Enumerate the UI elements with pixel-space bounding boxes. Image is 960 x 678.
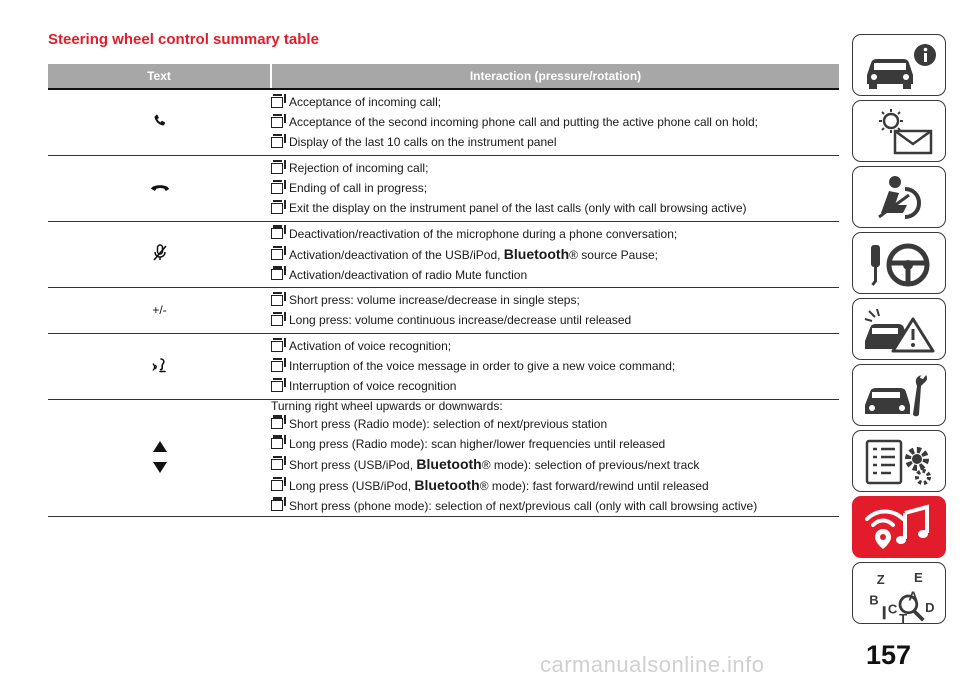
list-item: [271, 496, 839, 516]
chapter-sidebar: [852, 34, 948, 628]
interaction-cell: [271, 221, 839, 287]
list-item: [271, 132, 839, 152]
page-number: 157: [866, 640, 912, 670]
chapter-tab-alphabetical-index[interactable]: [852, 562, 946, 624]
up-down-arrows-icon: [48, 441, 271, 475]
table-row: [48, 221, 839, 287]
list-item: [271, 178, 839, 198]
control-cell: [48, 399, 271, 516]
list-item: [271, 414, 839, 434]
control-label: +/-: [152, 303, 167, 317]
brand-name: Bluetooth: [503, 245, 570, 262]
chapter-tab-key-steering-wheel[interactable]: [852, 232, 946, 294]
phone-hangup-icon: [150, 182, 170, 196]
checkbox-bullet-icon: [271, 438, 283, 449]
list-item-text-part: Short press (USB/iPod,: [289, 457, 417, 472]
chapter-tab-multimedia-music[interactable]: [852, 496, 946, 558]
list-item-text: [289, 244, 658, 265]
list-item: [271, 198, 839, 218]
list-item-text: Short press (phone mode): selection of next/previous call (only with call browsing active): [289, 498, 758, 513]
list-item-text: Exit the display on the instrument panel of the last calls (only with call browsing active): [289, 201, 747, 215]
list-item-text: Ending of call in progress;: [289, 181, 428, 195]
list-item-text-part: Activation/deactivation of the USB/iPod,: [289, 247, 504, 262]
list-item-text-part: ® source Pause;: [569, 247, 659, 262]
checkbox-bullet-icon: [271, 459, 283, 470]
list-item: [271, 475, 839, 496]
page-title: Steering wheel control summary table: [48, 31, 319, 48]
checkbox-bullet-icon: [271, 315, 283, 326]
list-item-text: Interruption of the voice message in order to give a new voice command;: [289, 359, 676, 373]
list-item-text: Activation/deactivation of radio Mute function: [289, 267, 528, 282]
checkbox-bullet-icon: [271, 183, 283, 194]
checkbox-bullet-icon: [271, 117, 283, 128]
list-item: [271, 434, 839, 454]
chapter-tab-specs-gear[interactable]: [852, 430, 946, 492]
list-item-text: Deactivation/reactivation of the microphone during a phone conversation;: [289, 226, 678, 241]
chapter-tab-seat-airbag[interactable]: [852, 166, 946, 228]
checkbox-bullet-icon: [271, 418, 283, 429]
index-letter: A: [908, 588, 918, 604]
list-item-text: Long press: volume continuous increase/decrease until released: [289, 313, 632, 327]
checkbox-bullet-icon: [271, 249, 283, 260]
list-item-text: Short press: volume increase/decrease in single steps;: [289, 293, 580, 307]
interaction-intro: Turning right wheel upwards or downwards:: [271, 398, 503, 413]
watermark: carmanualsonline.info: [540, 652, 765, 677]
list-item: [271, 376, 839, 396]
index-letter: D: [925, 599, 935, 615]
list-item: [271, 224, 839, 244]
index-letter: E: [913, 570, 923, 586]
control-cell: [48, 333, 271, 399]
interaction-cell: [271, 155, 839, 221]
checkbox-bullet-icon: [271, 228, 283, 239]
list-item: [271, 265, 839, 285]
checkbox-bullet-icon: [271, 341, 283, 352]
interaction-cell: [271, 333, 839, 399]
checkbox-bullet-icon: [271, 500, 283, 511]
list-item-text: Activation of voice recognition;: [289, 339, 452, 353]
control-cell: [48, 155, 271, 221]
interaction-cell: [271, 89, 839, 155]
list-item: [271, 92, 839, 112]
checkbox-bullet-icon: [271, 381, 283, 392]
index-letter: T: [899, 611, 908, 623]
list-item-text: Display of the last 10 calls on the instrument panel: [289, 135, 557, 150]
list-item-text-part: ® mode): fast forward/rewind until released: [479, 478, 709, 493]
list-item: [271, 290, 839, 310]
control-cell: [48, 89, 271, 155]
list-item: [271, 356, 839, 376]
table-row: [48, 287, 839, 333]
list-item-text-part: Long press (USB/iPod,: [289, 478, 415, 493]
checkbox-bullet-icon: [271, 97, 283, 108]
header-text: Text: [48, 64, 271, 89]
list-item: [271, 112, 839, 132]
table-row: [48, 155, 839, 221]
table-header-row: [48, 64, 839, 89]
checkbox-bullet-icon: [271, 137, 283, 148]
list-item-text: Rejection of incoming call;: [289, 161, 429, 175]
chapter-tab-warning-lights-mail[interactable]: [852, 100, 946, 162]
control-cell: [48, 287, 271, 333]
index-letter: C: [887, 601, 898, 617]
checkbox-bullet-icon: [271, 203, 283, 214]
list-item: [271, 244, 839, 265]
list-item-text: Short press (Radio mode): selection of next/previous station: [289, 416, 608, 431]
list-item-text: Interruption of voice recognition: [289, 379, 457, 393]
phone-accept-icon: [152, 118, 168, 132]
table-row: [48, 333, 839, 399]
checkbox-bullet-icon: [271, 480, 283, 491]
list-item: [271, 310, 839, 330]
checkbox-bullet-icon: [271, 361, 283, 372]
index-letter: Z: [876, 571, 885, 587]
list-item: [271, 454, 839, 475]
list-item-text: Acceptance of the second incoming phone call and putting the active phone call on hold;: [289, 115, 758, 130]
list-item-text: Acceptance of incoming call;: [289, 95, 442, 110]
list-item-text: [289, 454, 699, 475]
microphone-mute-icon: [152, 251, 168, 265]
chapter-tab-car-info[interactable]: [852, 34, 946, 96]
checkbox-bullet-icon: [271, 163, 283, 174]
list-item-text: Long press (Radio mode): scan higher/lower frequencies until released: [289, 436, 666, 451]
checkbox-bullet-icon: [271, 269, 283, 280]
list-item: [271, 336, 839, 356]
control-cell: [48, 221, 271, 287]
chapter-tab-car-crash-warning[interactable]: [852, 298, 946, 360]
interaction-cell: [271, 287, 839, 333]
checkbox-bullet-icon: [271, 295, 283, 306]
chapter-tab-car-wrench[interactable]: [852, 364, 946, 426]
list-item-text: [289, 475, 709, 496]
voice-recognition-icon: [151, 363, 169, 377]
table-row: [48, 399, 839, 516]
index-letter: B: [869, 592, 879, 608]
brand-name: Bluetooth: [416, 455, 482, 472]
header-interaction: Interaction (pressure/rotation): [271, 64, 839, 89]
interaction-cell: [271, 399, 839, 516]
table-row: [48, 89, 839, 155]
list-item-text-part: ® mode): selection of previous/next track: [481, 457, 700, 472]
summary-table: [48, 64, 839, 517]
brand-name: Bluetooth: [414, 476, 480, 493]
list-item: [271, 158, 839, 178]
